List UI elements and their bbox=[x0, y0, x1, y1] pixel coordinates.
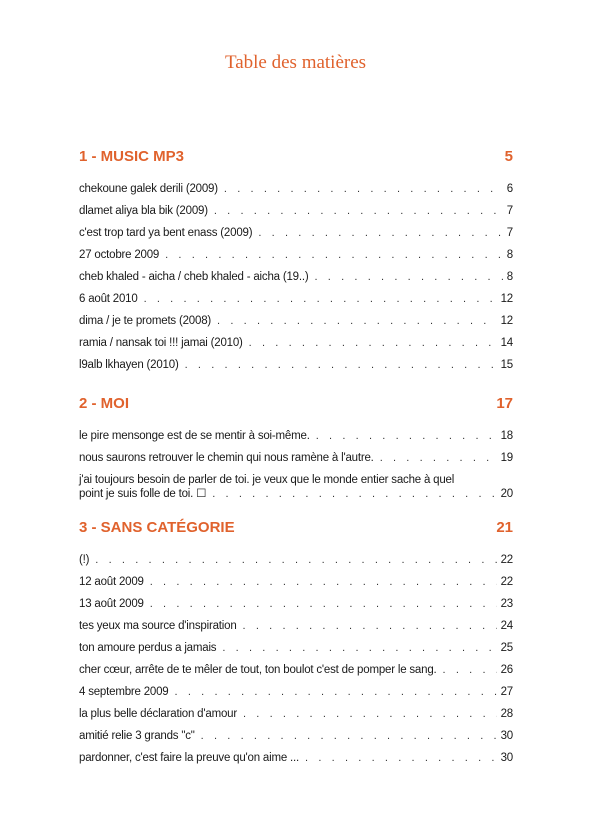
dot-leader bbox=[201, 729, 497, 743]
toc-entry[interactable] bbox=[79, 685, 513, 707]
toc-entry[interactable] bbox=[79, 473, 513, 509]
toc-entry[interactable] bbox=[79, 707, 513, 729]
toc-entry[interactable] bbox=[79, 358, 513, 380]
section-heading[interactable] bbox=[79, 148, 513, 168]
toc-entry-title: le pire mensonge est de se mentir à soi-même. bbox=[79, 429, 316, 443]
toc-entry-page: 22 bbox=[497, 553, 513, 567]
toc-entry-title-line1: j'ai toujours besoin de parler de toi. je veux que le monde entier sache à quel bbox=[79, 474, 455, 486]
toc-entry[interactable] bbox=[79, 182, 513, 204]
toc-entry[interactable] bbox=[79, 292, 513, 314]
toc-entry[interactable] bbox=[79, 429, 513, 451]
toc-entry[interactable] bbox=[79, 575, 513, 597]
toc-entry[interactable] bbox=[79, 751, 513, 773]
toc-entry-page: 19 bbox=[497, 451, 513, 465]
toc-entry[interactable] bbox=[79, 248, 513, 270]
dot-leader bbox=[222, 641, 496, 655]
toc-entry[interactable] bbox=[79, 729, 513, 751]
toc-entry[interactable] bbox=[79, 553, 513, 575]
section-heading-label: 1 - MUSIC MP3 bbox=[79, 148, 185, 165]
toc-entry[interactable] bbox=[79, 270, 513, 292]
toc-entry-page: 23 bbox=[497, 597, 513, 611]
dot-leader bbox=[185, 358, 497, 372]
toc-entry-title: amitié relie 3 grands "c" bbox=[79, 729, 201, 743]
dot-leader bbox=[315, 270, 503, 284]
toc-entry-title: 12 août 2009 bbox=[79, 575, 150, 589]
dot-leader bbox=[150, 575, 497, 589]
toc-entry[interactable] bbox=[79, 619, 513, 641]
section-heading-page: 21 bbox=[496, 519, 513, 536]
dot-leader bbox=[258, 226, 502, 240]
dot-leader bbox=[214, 204, 503, 218]
toc-entry-title: 13 août 2009 bbox=[79, 597, 150, 611]
section-heading-label: 3 - SANS CATÉGORIE bbox=[79, 519, 235, 536]
toc-section-sans-categorie bbox=[79, 519, 513, 773]
dot-leader bbox=[305, 751, 497, 765]
toc-entry-page: 8 bbox=[503, 270, 513, 284]
toc-entry[interactable] bbox=[79, 314, 513, 336]
toc-entry-page: 15 bbox=[497, 358, 513, 372]
toc-entry-page: 22 bbox=[497, 575, 513, 589]
toc-entry[interactable] bbox=[79, 641, 513, 663]
toc-entry-title: 27 octobre 2009 bbox=[79, 248, 165, 262]
toc-entry-title: la plus belle déclaration d'amour bbox=[79, 707, 243, 721]
section-heading-label: 2 - MOI bbox=[79, 395, 130, 412]
toc-entry-title: dima / je te promets (2008) bbox=[79, 314, 217, 328]
toc-entry-title: (!) bbox=[79, 553, 95, 567]
toc-entry-page: 12 bbox=[497, 314, 513, 328]
toc-entry[interactable] bbox=[79, 451, 513, 473]
toc-entry-title: pardonner, c'est faire la preuve qu'on aime ... bbox=[79, 751, 305, 765]
page-title: Table des matières bbox=[224, 52, 367, 73]
toc-entry-title: cher cœur, arrête de te mêler de tout, ton boulot c'est de pomper le sang. bbox=[79, 663, 443, 677]
dot-leader bbox=[212, 487, 496, 501]
toc-entry-page: 28 bbox=[497, 707, 513, 721]
toc-entry-title: ton amoure perdus a jamais bbox=[79, 641, 222, 655]
section-heading[interactable] bbox=[79, 395, 513, 415]
toc-entry-title: point je suis folle de toi. ☐ bbox=[79, 487, 212, 501]
toc-entry-page: 18 bbox=[497, 429, 513, 443]
dot-leader bbox=[175, 685, 497, 699]
toc-entry-page: 27 bbox=[497, 685, 513, 699]
dot-leader bbox=[443, 663, 497, 677]
section-heading-page: 5 bbox=[504, 148, 513, 165]
toc-entry-title: 4 septembre 2009 bbox=[79, 685, 175, 699]
dot-leader bbox=[150, 597, 497, 611]
toc-entry[interactable] bbox=[79, 226, 513, 248]
toc-entry[interactable] bbox=[79, 204, 513, 226]
toc-entry-page: 24 bbox=[497, 619, 513, 633]
dot-leader bbox=[380, 451, 497, 465]
toc-entry-title: chekoune galek derili (2009) bbox=[79, 182, 224, 196]
toc-entry[interactable] bbox=[79, 597, 513, 619]
toc-entry[interactable] bbox=[79, 663, 513, 685]
dot-leader bbox=[249, 336, 497, 350]
toc-entry-page: 26 bbox=[497, 663, 513, 677]
toc-section-moi bbox=[79, 395, 513, 509]
dot-leader bbox=[243, 619, 497, 633]
toc-entry-title: ramia / nansak toi !!! jamai (2010) bbox=[79, 336, 249, 350]
dot-leader bbox=[243, 707, 497, 721]
dot-leader bbox=[95, 553, 496, 567]
toc-entry-title: l9alb lkhayen (2010) bbox=[79, 358, 185, 372]
toc-entry-page: 30 bbox=[497, 729, 513, 743]
toc-entry-page: 7 bbox=[503, 204, 513, 218]
dot-leader bbox=[217, 314, 497, 328]
toc-entry-page: 7 bbox=[503, 226, 513, 240]
dot-leader bbox=[165, 248, 503, 262]
toc-entry-page: 6 bbox=[503, 182, 513, 196]
toc-entry-title: tes yeux ma source d'inspiration bbox=[79, 619, 243, 633]
toc-entry-page: 14 bbox=[497, 336, 513, 350]
toc-entry-page: 20 bbox=[497, 487, 513, 501]
dot-leader bbox=[144, 292, 497, 306]
toc-section-music-mp3 bbox=[79, 148, 513, 380]
dot-leader bbox=[316, 429, 497, 443]
toc-entry-page: 12 bbox=[497, 292, 513, 306]
section-heading-page: 17 bbox=[496, 395, 513, 412]
section-heading[interactable] bbox=[79, 519, 513, 539]
toc-entry-page: 25 bbox=[497, 641, 513, 655]
dot-leader bbox=[224, 182, 503, 196]
toc-entry-title: nous saurons retrouver le chemin qui nous ramène à l'autre. bbox=[79, 451, 380, 465]
toc-entry[interactable] bbox=[79, 336, 513, 358]
toc-entry-page: 8 bbox=[503, 248, 513, 262]
toc-entry-title: c'est trop tard ya bent enass (2009) bbox=[79, 226, 258, 240]
toc-entry-title: 6 août 2010 bbox=[79, 292, 144, 306]
toc-entry-title: dlamet aliya bla bik (2009) bbox=[79, 204, 214, 218]
toc-entry-title: cheb khaled - aicha / cheb khaled - aicha (19..) bbox=[79, 270, 315, 284]
toc-entry-page: 30 bbox=[497, 751, 513, 765]
